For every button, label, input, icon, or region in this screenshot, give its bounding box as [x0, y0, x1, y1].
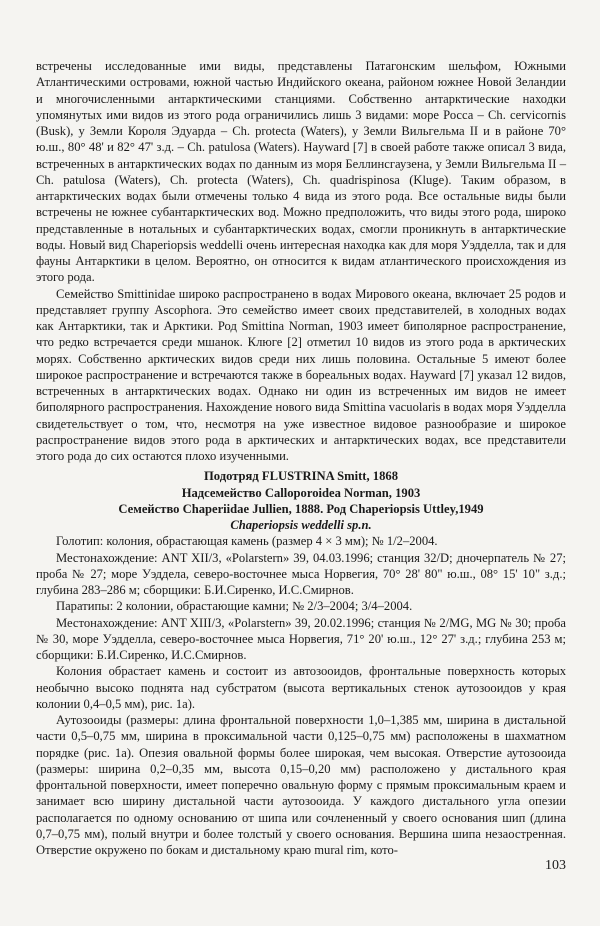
locality-line: Местонахождение: ANT XIII/3, «Polarstern» 39, 20.02.1996; станция № 2/MG, MG № 30; проба № 30, море Уэдделла, северо-восточнее мыса Норвегия, 71° 20' ю.ш., 12° 27' з.д.; глубина 253 м; сборщики: Б.И.Сиренко, И.С.Смирнов. [36, 615, 566, 662]
description-paragraph: Колония обрастает камень и состоит из автозооидов, фронтальные поверхность которых необычно высоко поднята над субстратом (высота вертикальных стенок аутозооидов у края колонии 0,4–0,5 мм), рис. 1a). [36, 664, 566, 711]
heading-family: Семейство Chaperiidae Jullien, 1888. Род Chaperiopsis Uttley,1949 [118, 501, 484, 516]
paragraph: встречены исследованные ими виды, представлены Патагонским шельфом, Южными Атлантическими островами, южной частью Индийского океана, районом южнее Новой Зеландии и многочисленными антарктическими станциями. Собственно антарктические находки упомянутых ими видов из этого рода ограничились лишь 3 видами: море Росса – Ch. cervicornis (Busk), у Земли Короля Эдуарда – Ch. protecta (Waters), у Земли Вильгельма II и в районе 70° ю.ш., 80° 48' и 82° 47' з.д. – Ch. patulosa (Waters). Hayward [7] в своей работе также описал 3 вида, встреченных в антарктических водах по данным из моря Беллинсгаузена, у Земли Вильгельма II – Ch. patulosa (Waters), Ch. protecta (Waters), Ch. quadrispinosa (Kluge). Таким образом, в антарктических водах были отмечены только 4 вида из этого рода. Все остальные виды были встречены не южнее субантарктических вод. Можно предположить, что виды этого рода, широко представленные в нотальных и субантарктических водах, смогли проникнуть в антарктические воды. Новый вид Chaperiopsis weddelli очень интересная находка как для моря Уэдделла, так и для фауны Антарктики в целом. Вероятно, он относится к видам атлантического происхождения из этого рода. [36, 59, 566, 285]
locality-line: Местонахождение: ANT XII/3, «Polarstern» 39, 04.03.1996; станция 32/D; дночерпатель № 27; проба № 27; море Уэддела, северо-восточнее мыса Норвегия, 70° 28' 80" ю.ш., 08° 15' 10" з.д.; глубина 283–286 м; сборщики: Б.И.Сиренко, И.С.Смирнов. [36, 550, 566, 597]
heading-superfamily: Надсемейство Calloporoidea Norman, 1903 [181, 485, 421, 500]
holotype-line: Голотип: колония, обрастающая камень (размер 4 × 3 мм); № 1/2–2004. [56, 534, 438, 549]
paragraph: Семейство Smittinidae широко распространено в водах Мирового океана, включает 25 родов и представляет группу Ascophora. Это семейство имеет своих представителей, в холодных водах как Антарктики, так и Арктики. Род Smittina Norman, 1903 имеет биполярное распространение, что редко встречается среди мшанок. Клюге [2] отметил 10 видов из этого рода в арктических морях. Собственно арктических видов среди них лишь половина. Остальные 5 имеют более широкое распространение и встречаются также в бореальных водах. Hayward [7] указал 12 видов, встреченных в антарктических водах. Однако ни один из встреченных им видов не имеет биполярного распространения. Нахождение нового вида Smittina vacuolaris в водах моря Уэдделла свидетельствует о том, что, несмотря на уже известное видовое разнообразие и широкое распространение видов этого рода в арктических и антарктических водах, все представители этого рода до сих остаются плохо изученными. [36, 286, 566, 463]
page-number: 103 [545, 858, 566, 873]
paratypes-line: Паратипы: 2 колонии, обрастающие камни; № 2/3–2004; 3/4–2004. [56, 599, 413, 614]
body-text [36, 58, 566, 858]
description-paragraph: Аутозооиды (размеры: длина фронтальной поверхности 1,0–1,385 мм, ширина в дистальной части 0,5–0,75 мм, ширина в проксимальной части 0,125–0,75 мм) расположены в шахматном порядке (рис. 1a). Опезия овальной формы более широкая, чем высокая. Отверстие аутозооида (размеры: ширина 0,2–0,35 мм, высота 0,15–0,20 мм) расположено у дистального края фронтальной поверхности, имеет поперечно овальную форму с прямым проксимальным краем и занимает всю ширину дистальной части аутозооида. У каждого дистального угла опезии располагается по одному основанию от шипа или сочлененный у своего основания шип (длина 0,7–0,75 мм), полый внутри и более толстый у своего основания. Вершина шипа незаостренная. Отверстие окружено по бокам и дистальному краю mural rim, кото- [36, 713, 566, 857]
heading-suborder: Подотряд FLUSTRINA Smitt, 1868 [203, 469, 398, 484]
heading-species: Chaperiopsis weddelli sp.n. [230, 518, 372, 532]
